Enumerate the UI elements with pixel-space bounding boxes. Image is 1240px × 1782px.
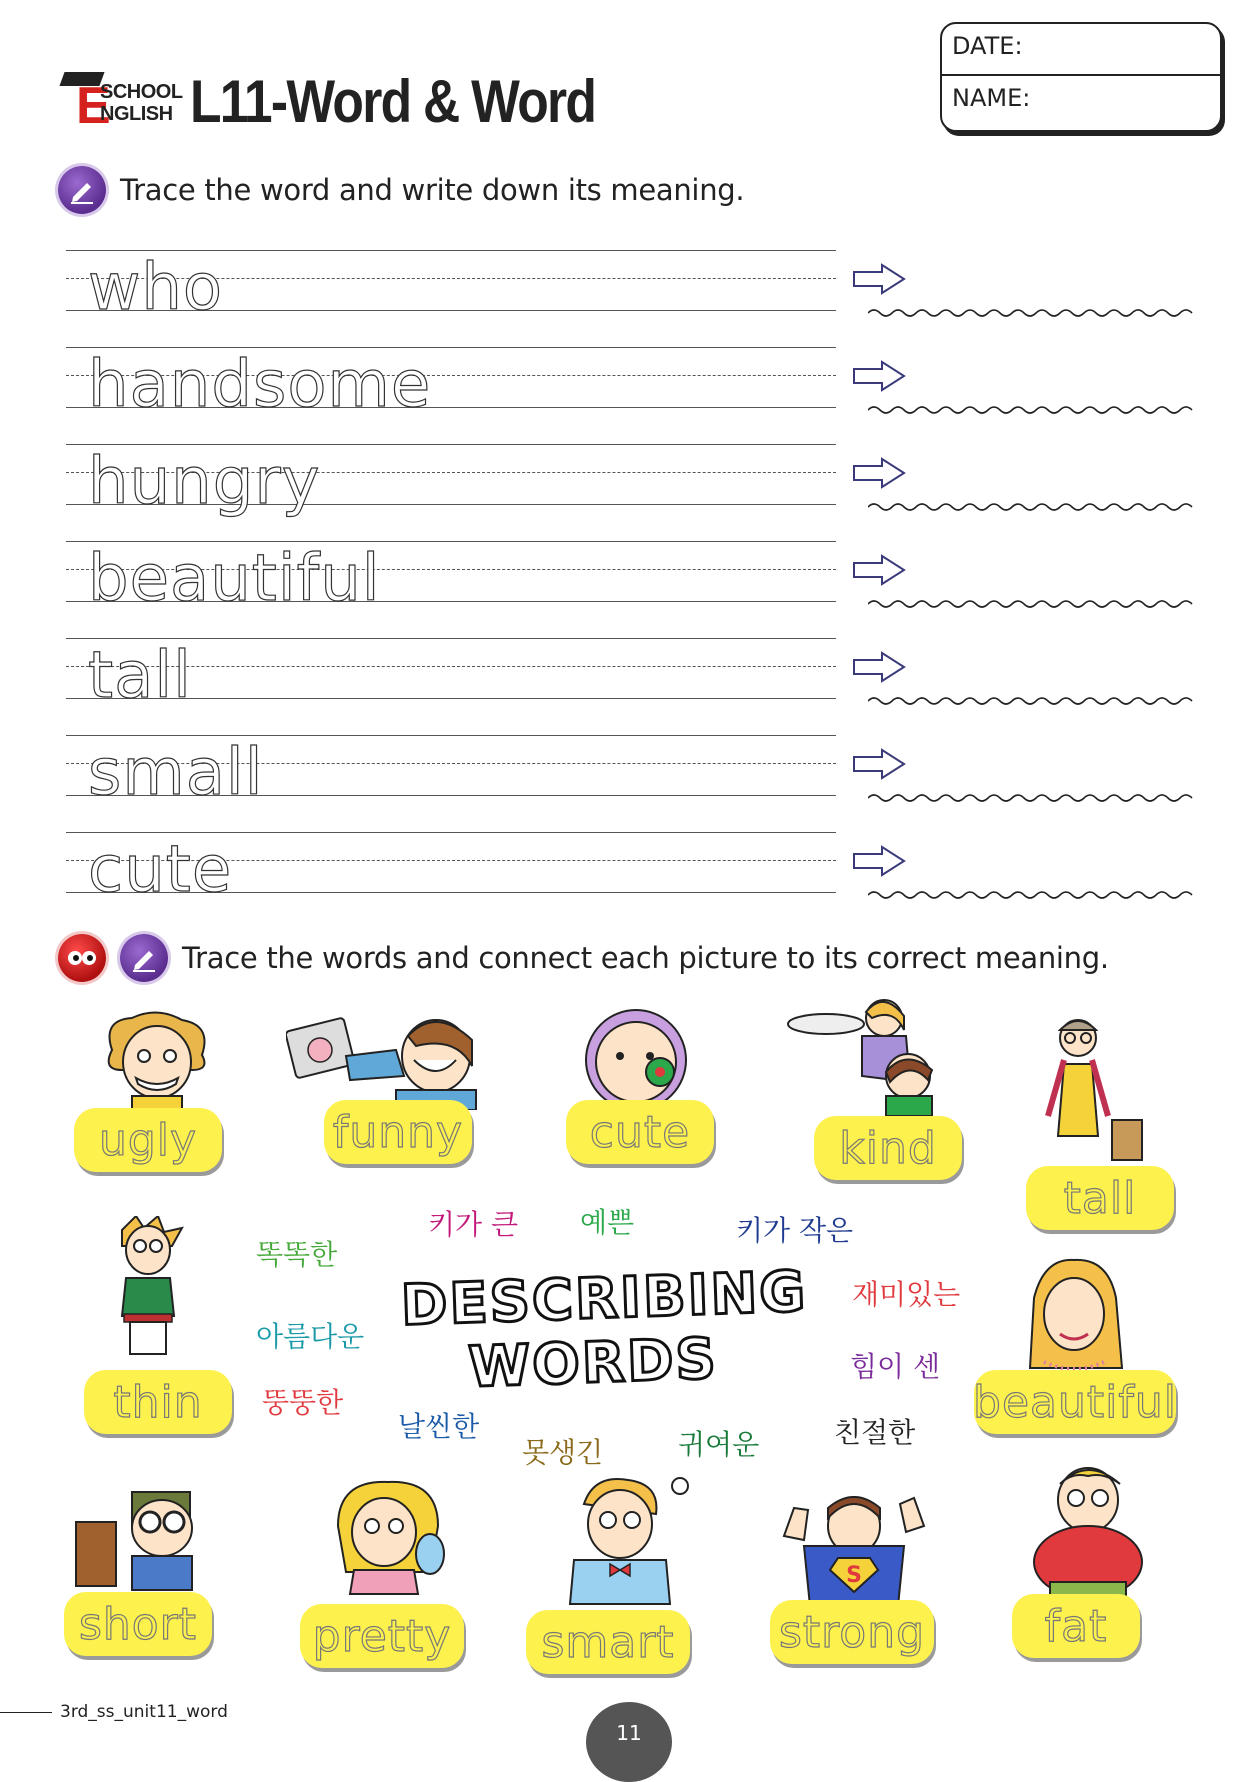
name-label: NAME:: [952, 84, 1031, 112]
footer-filename: 3rd_ss_unit11_word: [60, 1702, 228, 1722]
korean-meaning[interactable]: 재미있는: [852, 1278, 961, 1311]
eyes-icon: [58, 934, 106, 982]
trace-word[interactable]: beautiful: [88, 542, 381, 616]
word-card-fat[interactable]: [1012, 1594, 1140, 1658]
korean-meaning[interactable]: 똑똑한: [256, 1238, 338, 1271]
trace-word[interactable]: cute: [88, 833, 233, 907]
card-word: ugly: [98, 1114, 198, 1166]
word-card-tall[interactable]: [1026, 1166, 1174, 1230]
logo-letter-e: E: [76, 77, 111, 135]
kind-woman-illustration: [786, 996, 956, 1116]
smart-boy-illustration: [544, 1474, 694, 1606]
trace-row: [66, 541, 836, 635]
footer-rule: [0, 1712, 52, 1713]
arrow-right-icon: [852, 844, 906, 878]
korean-meaning[interactable]: 뚱뚱한: [262, 1386, 344, 1419]
card-word: pretty: [312, 1610, 452, 1662]
card-word: strong: [778, 1606, 926, 1658]
funny-boy-illustration: [286, 1006, 486, 1110]
trace-word[interactable]: tall: [88, 639, 192, 713]
describing-words-title: [399, 1259, 809, 1402]
card-word: tall: [1063, 1172, 1137, 1224]
trace-row: [66, 250, 836, 344]
word-card-beautiful[interactable]: [974, 1370, 1176, 1434]
word-card-smart[interactable]: [526, 1610, 690, 1674]
pretty-girl-illustration: [318, 1476, 458, 1596]
trace-word[interactable]: who: [88, 251, 224, 325]
pencil-icon: [120, 934, 168, 982]
date-name-box: [940, 22, 1222, 132]
arrow-right-icon: [852, 553, 906, 587]
svg-text:S: S: [846, 1563, 862, 1588]
center-title-line1: DESCRIBING: [399, 1259, 809, 1339]
arrow-right-icon: [852, 650, 906, 684]
answer-line[interactable]: [868, 597, 1194, 611]
korean-meaning[interactable]: 못생긴: [522, 1436, 604, 1469]
logo-english-text: NGLISH: [100, 103, 173, 125]
korean-meaning[interactable]: 힘이 센: [850, 1350, 941, 1383]
beautiful-woman-illustration: [1004, 1258, 1144, 1378]
word-card-thin[interactable]: [84, 1370, 232, 1434]
answer-line[interactable]: [868, 403, 1194, 417]
tall-woman-illustration: [1038, 1016, 1148, 1166]
korean-meaning[interactable]: 키가 큰: [428, 1208, 519, 1241]
korean-meaning[interactable]: 날씬한: [398, 1410, 480, 1443]
cute-baby-illustration: [576, 1008, 696, 1114]
page-title: L11-Word & Word: [190, 68, 596, 135]
word-card-strong[interactable]: [770, 1600, 934, 1664]
korean-meaning[interactable]: 키가 작은: [736, 1214, 854, 1247]
section2-instruction: Trace the words and connect each picture to its correct meaning.: [182, 941, 1109, 975]
answer-line[interactable]: [868, 888, 1194, 902]
korean-meaning[interactable]: 예쁜: [580, 1206, 635, 1239]
card-word: smart: [541, 1616, 675, 1668]
date-label: DATE:: [952, 32, 1023, 60]
word-card-pretty[interactable]: [300, 1604, 464, 1668]
answer-line[interactable]: [868, 791, 1194, 805]
word-card-funny[interactable]: [324, 1100, 472, 1164]
short-boy-illustration: [70, 1486, 210, 1596]
trace-word[interactable]: handsome: [88, 348, 432, 422]
word-card-cute[interactable]: [566, 1100, 714, 1164]
trace-row: [66, 832, 836, 926]
name-field[interactable]: [942, 76, 1220, 128]
page-number: 11: [586, 1702, 672, 1782]
pencil-icon: [58, 166, 106, 214]
korean-meaning[interactable]: 귀여운: [678, 1428, 760, 1461]
answer-line[interactable]: [868, 694, 1194, 708]
korean-meaning[interactable]: 아름다운: [256, 1320, 365, 1353]
card-word: fat: [1044, 1600, 1108, 1652]
trace-row: [66, 444, 836, 538]
school-english-logo: [62, 72, 183, 135]
card-word: kind: [839, 1122, 937, 1174]
trace-row: [66, 638, 836, 732]
card-word: cute: [589, 1106, 691, 1158]
thin-boy-illustration: [102, 1216, 192, 1356]
card-word: funny: [332, 1106, 464, 1158]
answer-line[interactable]: [868, 500, 1194, 514]
trace-row: [66, 347, 836, 441]
trace-row: [66, 735, 836, 829]
trace-word[interactable]: hungry: [88, 445, 321, 519]
logo-school-text: SCHOOL: [100, 81, 183, 103]
trace-word[interactable]: small: [88, 736, 264, 810]
arrow-right-icon: [852, 359, 906, 393]
card-word: beautiful: [973, 1376, 1177, 1428]
word-card-short[interactable]: [64, 1592, 212, 1656]
korean-meaning[interactable]: 친절한: [834, 1416, 916, 1449]
fat-woman-illustration: [1030, 1462, 1150, 1602]
section1-instruction: Trace the word and write down its meaning.: [120, 173, 745, 207]
strong-man-illustration: [774, 1496, 934, 1606]
arrow-right-icon: [852, 456, 906, 490]
date-field[interactable]: [942, 24, 1220, 76]
arrow-right-icon: [852, 747, 906, 781]
center-title-line2: WORDS: [467, 1326, 719, 1401]
answer-line[interactable]: [868, 306, 1194, 320]
word-card-ugly[interactable]: [74, 1108, 222, 1172]
card-word: short: [78, 1598, 198, 1650]
card-word: thin: [113, 1376, 203, 1428]
arrow-right-icon: [852, 262, 906, 296]
ugly-girl-illustration: [92, 1010, 222, 1120]
word-card-kind[interactable]: [814, 1116, 962, 1180]
